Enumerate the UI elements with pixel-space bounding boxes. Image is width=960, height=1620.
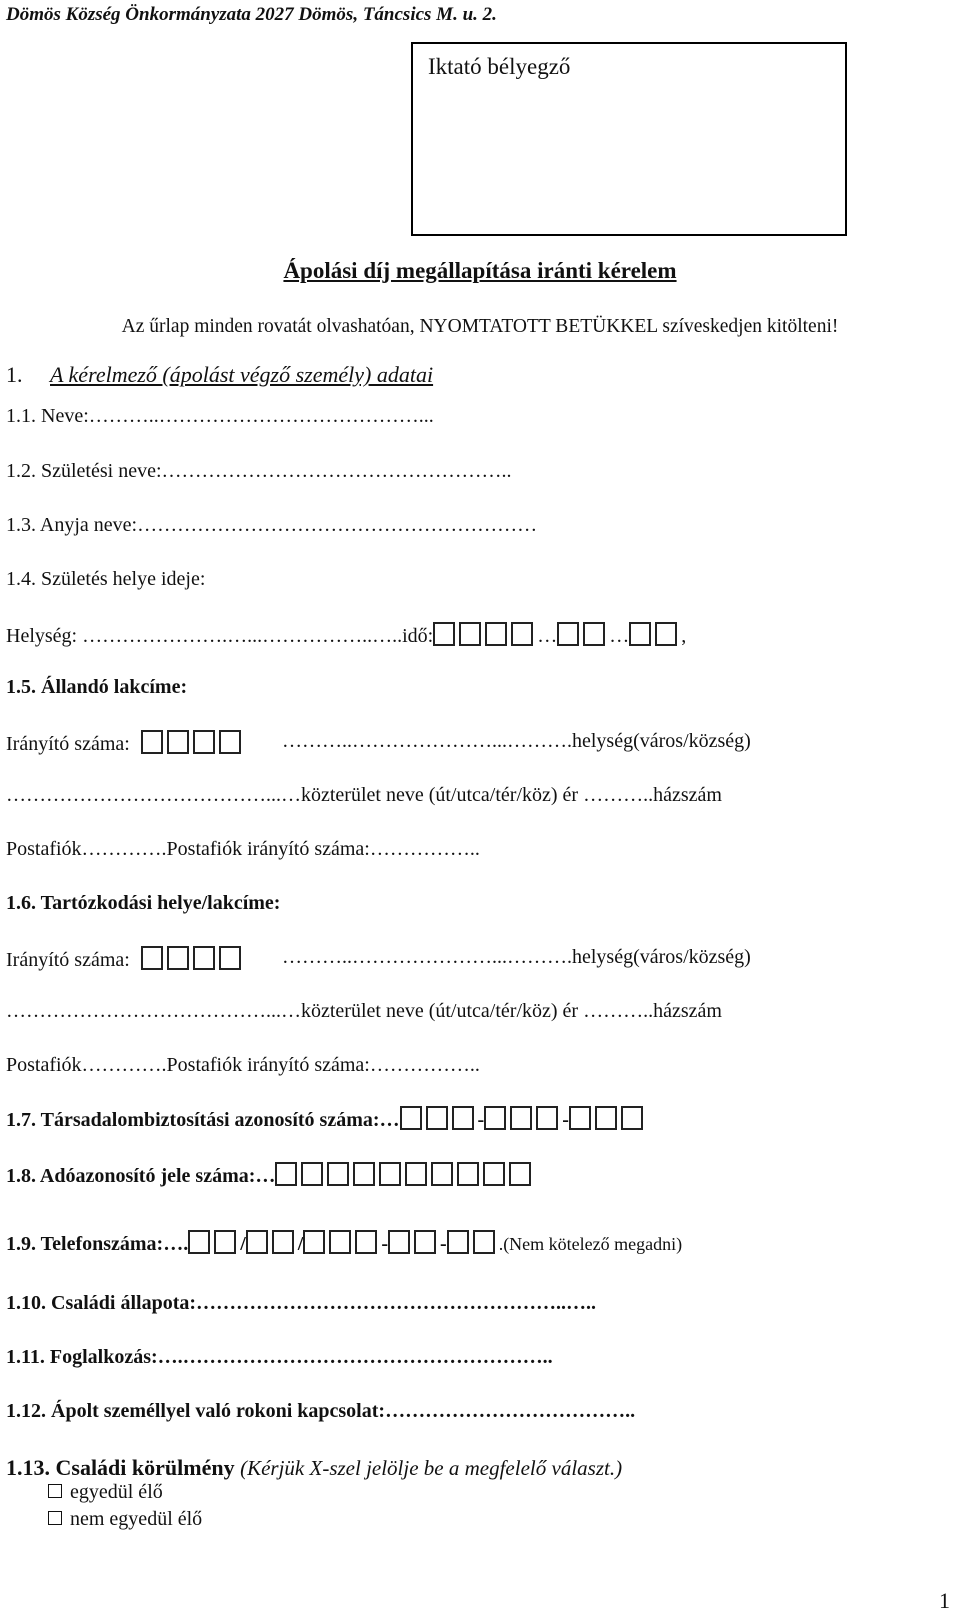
phone-row — [6, 1230, 682, 1256]
marital-status-field[interactable]: 1.10. Családi állapota:………………………………………………..….. — [6, 1292, 597, 1314]
tax-id-label: 1.8. Adóazonosító jele száma:… — [6, 1165, 276, 1187]
residence-street-field[interactable]: …………………………………...…közterület neve (út/utca/tér/köz) ér ………..házszám — [6, 1000, 722, 1022]
taj-boxes-2[interactable] — [484, 1106, 562, 1130]
phone-optional-note: .(Nem kötelező megadni) — [498, 1234, 683, 1254]
section-number: 1. — [6, 362, 23, 387]
date-separator: … — [609, 625, 630, 647]
birth-month-boxes[interactable] — [557, 622, 609, 646]
birth-year-boxes[interactable] — [433, 622, 537, 646]
option-label: nem egyedül élő — [70, 1508, 203, 1530]
header-address: Dömös Község Önkormányzata 2027 Dömös, Táncsics M. u. 2. — [6, 4, 497, 25]
field-name[interactable]: 1.1. Neve:………..…………………………………... — [6, 405, 434, 427]
section-title: A kérelmező (ápolást végző személy) adatai — [50, 362, 434, 387]
field-birth-name[interactable]: 1.2. Születési neve:…………………………………………….. — [6, 460, 512, 482]
option-not-alone[interactable] — [48, 1508, 202, 1531]
family-situation-row — [6, 1455, 622, 1481]
dash: - — [440, 1233, 447, 1255]
family-situation-label: 1.13. Családi körülmény — [6, 1455, 235, 1480]
phone-boxes-5[interactable] — [447, 1230, 499, 1254]
field-mother-name[interactable]: 1.3. Anyja neve:…………………………………………………… — [6, 514, 538, 536]
tax-id-row — [6, 1162, 535, 1188]
relationship-field[interactable]: 1.12. Ápolt személlyel való rokoni kapcsolat:……………………………….. — [6, 1400, 636, 1422]
zip-label: Irányító száma: — [6, 733, 130, 755]
checkbox-icon[interactable] — [48, 1511, 62, 1525]
taj-label: 1.7. Társadalombiztosítási azonosító száma:… — [6, 1109, 400, 1131]
dash: - — [562, 1109, 569, 1131]
permanent-pobox-field[interactable]: Postafiók………….Postafiók irányító száma:…………….. — [6, 838, 480, 860]
permanent-zip-boxes[interactable] — [141, 730, 245, 754]
birthplace-field[interactable]: Helység: ………………….…...……………..…..idő: — [6, 625, 434, 647]
page-number: 1 — [939, 1588, 950, 1613]
dash: - — [381, 1233, 389, 1255]
permanent-zip-row — [6, 730, 245, 756]
residence-city-field[interactable]: ………..…………………...……….helység(város/község) — [282, 946, 751, 968]
date-separator: … — [537, 625, 558, 647]
zip-label: Irányító száma: — [6, 949, 130, 971]
residence-zip-row — [6, 946, 245, 972]
residence-pobox-field[interactable]: Postafiók………….Postafiók irányító száma:…………….. — [6, 1054, 480, 1076]
slash: / — [297, 1233, 304, 1255]
residence-address-label: 1.6. Tartózkodási helye/lakcíme: — [6, 892, 281, 914]
stamp-label: Iktató bélyegző — [428, 54, 571, 79]
permanent-street-field[interactable]: …………………………………...…közterület neve (út/utca/tér/köz) ér ………..házszám — [6, 784, 722, 806]
tax-id-boxes[interactable] — [275, 1162, 535, 1186]
option-label: egyedül élő — [70, 1481, 163, 1503]
form-title: Ápolási díj megállapítása iránti kérelem — [283, 258, 677, 283]
checkbox-icon[interactable] — [48, 1484, 62, 1498]
family-situation-note: (Kérjük X-szel jelölje be a megfelelő választ.) — [240, 1456, 623, 1480]
phone-boxes-1[interactable] — [188, 1230, 240, 1254]
birth-place-date-row — [6, 622, 686, 648]
field-birth-place-date-label: 1.4. Születés helye ideje: — [6, 568, 206, 590]
option-lives-alone[interactable] — [48, 1481, 163, 1504]
occupation-field[interactable]: 1.11. Foglalkozás:….……………………………………………….. — [6, 1346, 553, 1368]
form-instruction: Az űrlap minden rovatát olvashatóan, NYOMTATOTT BETÜKKEL szíveskedjen kitölteni! — [121, 316, 839, 337]
phone-boxes-3[interactable] — [303, 1230, 381, 1254]
dash: - — [477, 1109, 485, 1131]
phone-boxes-4[interactable] — [388, 1230, 440, 1254]
section-heading — [6, 362, 433, 388]
phone-boxes-2[interactable] — [246, 1230, 298, 1254]
taj-boxes-3[interactable] — [569, 1106, 647, 1130]
slash: / — [240, 1233, 246, 1255]
phone-label: 1.9. Telefonszáma:…. — [6, 1233, 189, 1255]
taj-number-row — [6, 1106, 647, 1132]
taj-boxes-1[interactable] — [400, 1106, 478, 1130]
date-end: , — [681, 625, 687, 647]
registration-stamp-box — [411, 42, 847, 236]
residence-zip-boxes[interactable] — [141, 946, 245, 970]
permanent-address-label: 1.5. Állandó lakcíme: — [6, 676, 188, 698]
permanent-city-field[interactable]: ………..…………………...……….helység(város/község) — [282, 730, 751, 752]
birth-day-boxes[interactable] — [629, 622, 681, 646]
